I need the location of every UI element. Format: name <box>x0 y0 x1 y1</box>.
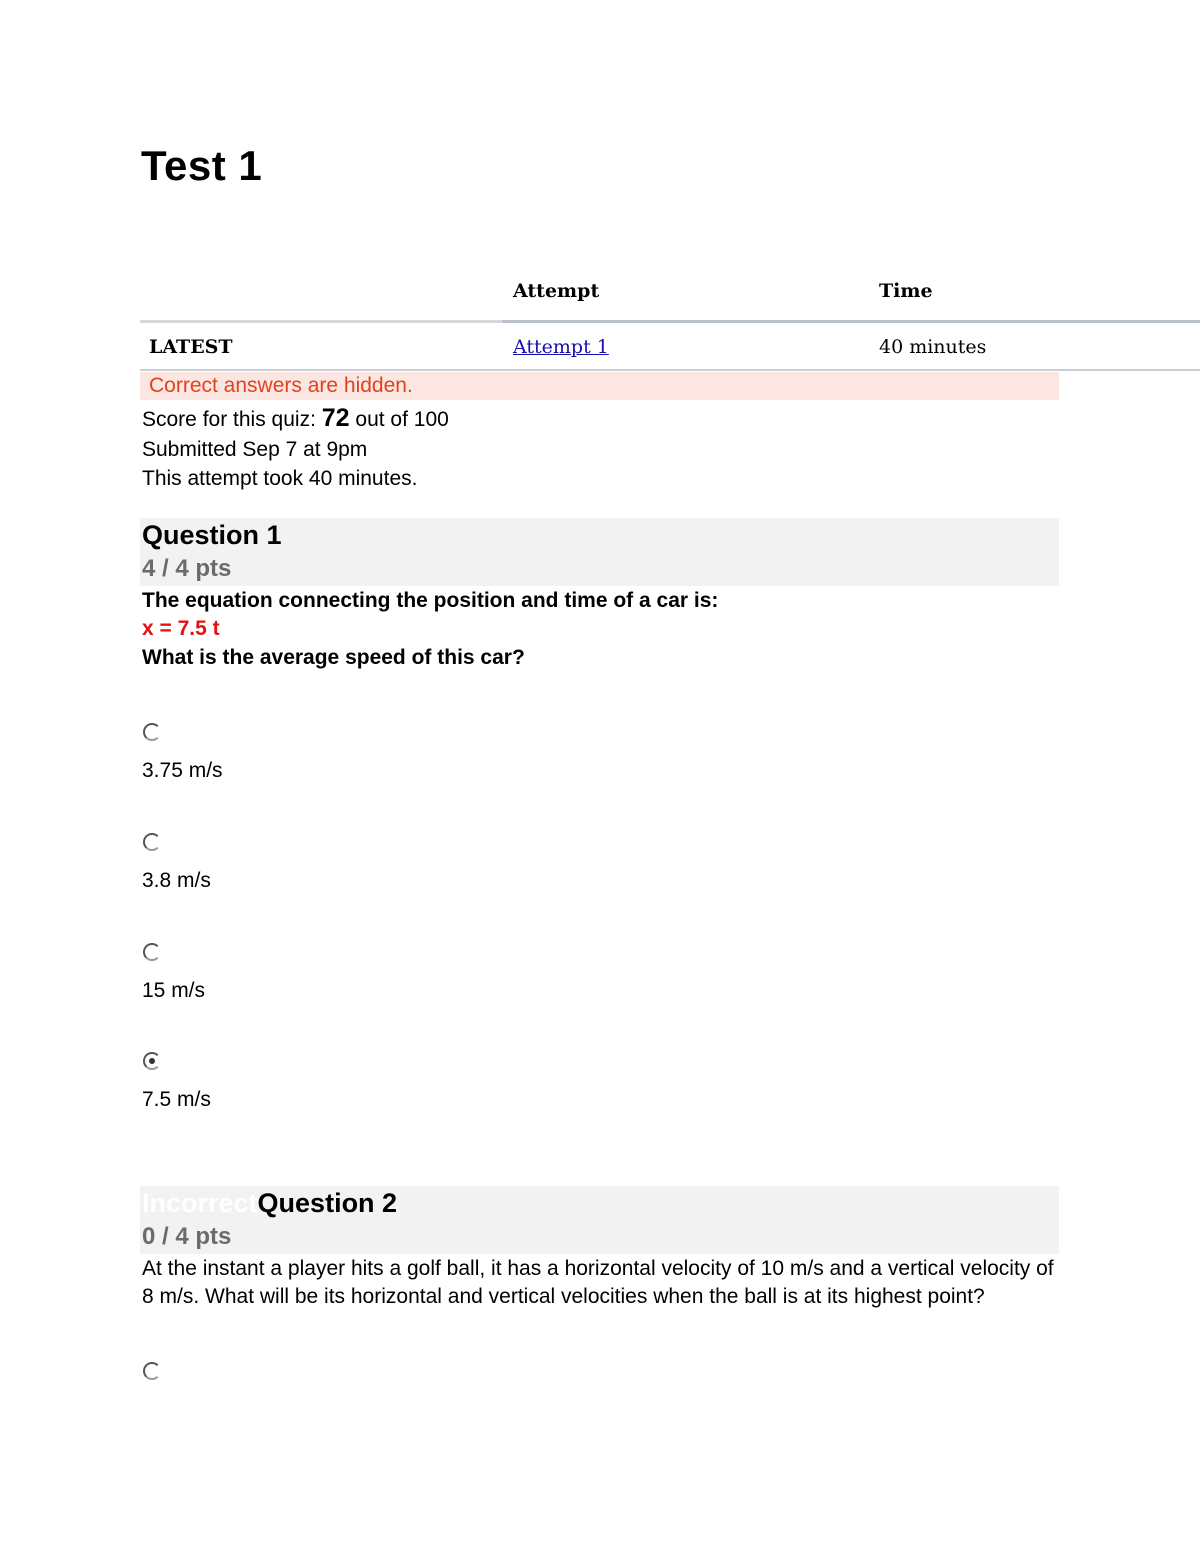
quiz-summary <box>142 404 449 494</box>
answer-radio-1[interactable] <box>143 723 161 741</box>
question-2-title <box>142 1188 397 1219</box>
attempt-history-table <box>140 272 1200 374</box>
score-value: 72 <box>321 404 350 432</box>
score-prefix: Score for this quiz: <box>142 408 322 431</box>
answer-option-4: 7.5 m/s <box>142 1088 211 1111</box>
answer-option-2: 3.8 m/s <box>142 869 211 892</box>
score-suffix: out of 100 <box>349 408 449 431</box>
answer-option-1: 3.75 m/s <box>142 759 223 782</box>
question-2-text: At the instant a player hits a golf ball, it has a horizontal velocity of 10 m/s and a vertical velocity of 8 m/s. What will be its horizontal and vertical velocities when the ball is at its highest point? <box>142 1257 1054 1308</box>
row-divider <box>140 369 1200 371</box>
header-divider-right <box>502 320 1200 323</box>
score-line <box>142 404 449 435</box>
attempt-1-link[interactable]: Attempt 1 <box>513 336 609 358</box>
question-2-header <box>140 1186 1059 1254</box>
answer-radio-q2-1[interactable] <box>143 1362 161 1380</box>
page-title: Test 1 <box>141 142 263 189</box>
column-header-time: Time <box>879 280 933 302</box>
attempt-duration: This attempt took 40 minutes. <box>142 467 418 490</box>
answer-option-3: 15 m/s <box>142 979 206 1002</box>
incorrect-tag: Incorrect <box>142 1188 258 1218</box>
answer-radio-4-selected[interactable] <box>143 1052 161 1070</box>
question-1-header <box>140 518 1059 586</box>
row-label-latest: LATEST <box>149 336 233 358</box>
answer-radio-3[interactable] <box>143 943 161 961</box>
correct-answers-hidden-notice: Correct answers are hidden. <box>140 372 1059 400</box>
question-1-text-line2: What is the average speed of this car? <box>142 646 525 669</box>
attempt-time: 40 minutes <box>879 336 987 358</box>
question-1-text-line1: The equation connecting the position and time of a car is: <box>142 589 719 612</box>
submitted-time: Submitted Sep 7 at 9pm <box>142 437 368 461</box>
question-1-equation: x = 7.5 t <box>142 617 220 640</box>
question-2-title-text: Question 2 <box>257 1188 398 1218</box>
header-divider-left <box>140 320 502 323</box>
column-header-attempt: Attempt <box>513 280 600 302</box>
question-2-points: 0 / 4 pts <box>142 1223 232 1250</box>
question-1-title: Question 1 <box>142 520 282 550</box>
question-1-points: 4 / 4 pts <box>142 555 232 582</box>
answer-radio-2[interactable] <box>143 833 161 851</box>
